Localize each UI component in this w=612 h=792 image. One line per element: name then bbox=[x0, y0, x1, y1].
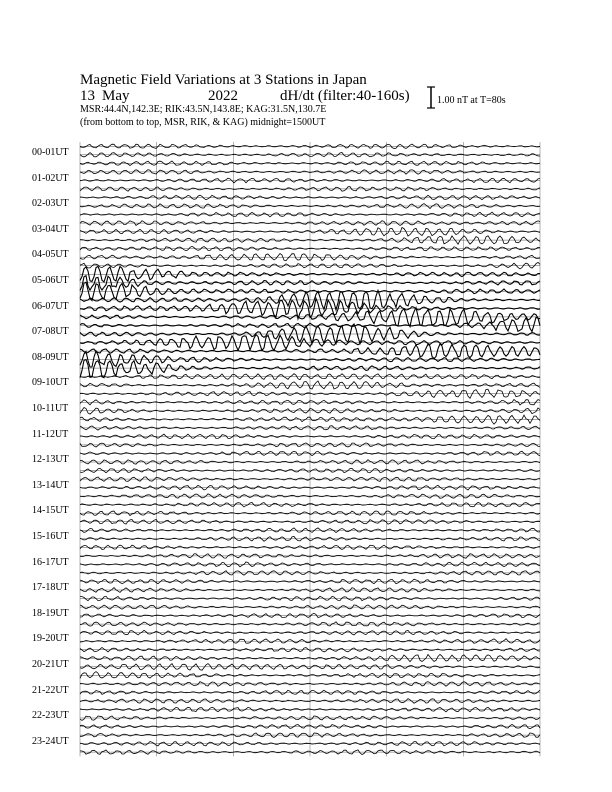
station-order-note: (from bottom to top, MSR, RIK, & KAG) midnight=1500UT bbox=[80, 117, 326, 128]
row-label: 07-08UT bbox=[32, 326, 69, 338]
scale-bar-icon bbox=[427, 87, 435, 108]
row-label: 05-06UT bbox=[32, 275, 69, 286]
row-label: 16-17UT bbox=[32, 556, 69, 568]
chart-title: Magnetic Field Variations at 3 Stations in Japan bbox=[80, 72, 367, 88]
row-label: 12-13UT bbox=[32, 454, 69, 466]
row-label: 14-15UT bbox=[32, 505, 69, 517]
row-label: 17-18UT bbox=[32, 582, 69, 594]
row-label: 00-01UT bbox=[32, 147, 69, 158]
row-label: 18-19UT bbox=[32, 607, 69, 619]
row-label: 01-02UT bbox=[32, 172, 69, 184]
row-label: 23-24UT bbox=[32, 735, 69, 747]
trace-group bbox=[80, 142, 540, 756]
row-label: 21-22UT bbox=[32, 684, 69, 696]
row-label: 22-23UT bbox=[32, 710, 69, 722]
date-day: 13 bbox=[80, 88, 95, 104]
date-month: May bbox=[102, 88, 130, 104]
row-label: 10-11UT bbox=[32, 403, 69, 414]
row-label: 08-09UT bbox=[32, 351, 69, 363]
quantity-filter-label: dH/dt (filter:40-160s) bbox=[280, 88, 410, 104]
row-label: 03-04UT bbox=[32, 223, 69, 235]
row-label: 02-03UT bbox=[32, 198, 69, 210]
row-label: 11-12UT bbox=[32, 428, 69, 440]
row-label: 20-21UT bbox=[32, 659, 69, 670]
date-year: 2022 bbox=[208, 88, 238, 104]
station-coordinates: MSR:44.4N,142.3E; RIK:43.5N,143.8E; KAG:31.5N,130.7E bbox=[80, 104, 327, 115]
row-label: 09-10UT bbox=[32, 377, 69, 389]
row-label: 19-20UT bbox=[32, 633, 69, 645]
scale-bar-label: 1.00 nT at T=80s bbox=[437, 95, 506, 106]
row-label: 13-14UT bbox=[32, 479, 69, 491]
row-label: 15-16UT bbox=[32, 531, 69, 542]
row-label: 04-05UT bbox=[32, 249, 69, 261]
row-label: 06-07UT bbox=[32, 300, 69, 312]
